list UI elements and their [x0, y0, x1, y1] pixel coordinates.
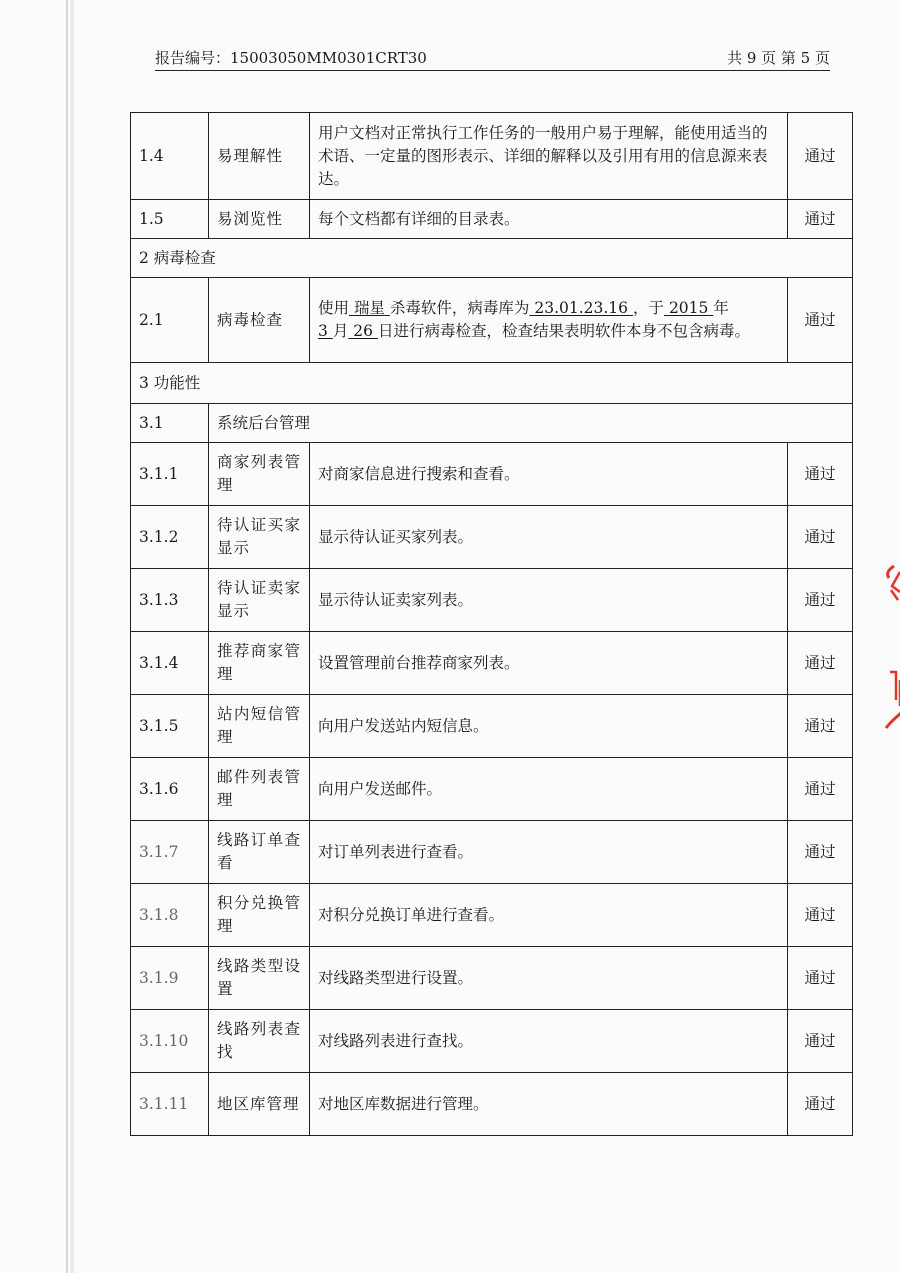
item-result: 通过 — [788, 632, 853, 695]
table-row — [131, 506, 853, 569]
item-name: 待认证买家显示 — [209, 506, 310, 569]
check-year: 2015 — [668, 299, 709, 317]
item-id: 1.4 — [131, 113, 209, 200]
table-row — [131, 443, 853, 506]
item-name: 积分兑换管理 — [209, 884, 310, 947]
item-name: 商家列表管理 — [209, 443, 310, 506]
item-id: 3.1.6 — [131, 758, 209, 821]
item-id: 3.1 — [131, 404, 209, 443]
item-name: 站内短信管理 — [209, 695, 310, 758]
section-row — [131, 239, 853, 278]
item-result: 通过 — [788, 506, 853, 569]
table-row — [131, 569, 853, 632]
item-name: 线路订单查看 — [209, 821, 310, 884]
item-result: 通过 — [788, 1010, 853, 1073]
item-id: 2.1 — [131, 278, 209, 363]
table-row — [131, 884, 853, 947]
item-id: 3.1.7 — [131, 821, 209, 884]
item-desc: 对线路类型进行设置。 — [310, 947, 788, 1010]
table-row — [131, 278, 853, 363]
item-id: 3.1.4 — [131, 632, 209, 695]
desc-text: 日进行病毒检查，检查结果表明软件本身不包含病毒。 — [377, 322, 750, 340]
item-result: 通过 — [788, 113, 853, 200]
desc-text: 年 — [713, 299, 729, 317]
section-title: 3 功能性 — [131, 363, 853, 404]
table-row — [131, 1010, 853, 1073]
item-name: 病毒检查 — [209, 278, 310, 363]
report-number: 报告编号：15003050MM0301CRT30 — [155, 49, 427, 67]
table-row — [131, 947, 853, 1010]
item-result: 通过 — [788, 695, 853, 758]
item-id: 3.1.5 — [131, 695, 209, 758]
item-desc: 对积分兑换订单进行查看。 — [310, 884, 788, 947]
item-desc: 显示待认证卖家列表。 — [310, 569, 788, 632]
item-result: 通过 — [788, 569, 853, 632]
item-id: 3.1.9 — [131, 947, 209, 1010]
item-desc: 对商家信息进行搜索和查看。 — [310, 443, 788, 506]
table-row — [131, 632, 853, 695]
item-id: 3.1.10 — [131, 1010, 209, 1073]
section-title: 2 病毒检查 — [131, 239, 853, 278]
table-row — [131, 821, 853, 884]
item-desc: 对订单列表进行查看。 — [310, 821, 788, 884]
test-results-table-wrapper — [130, 112, 853, 1136]
table-row — [131, 695, 853, 758]
table-row — [131, 758, 853, 821]
section-row — [131, 363, 853, 404]
item-result: 通过 — [788, 200, 853, 239]
item-desc: 向用户发送邮件。 — [310, 758, 788, 821]
item-desc: 向用户发送站内短信息。 — [310, 695, 788, 758]
desc-text: 使用 — [318, 299, 350, 317]
item-id: 3.1.3 — [131, 569, 209, 632]
check-day: 26 — [353, 322, 373, 340]
item-result: 通过 — [788, 821, 853, 884]
page-count: 共 9 页 第 5 页 — [727, 49, 830, 67]
antivirus-name: 瑞星 — [353, 299, 385, 317]
virus-db-version: 23.01.23.16 — [534, 299, 629, 317]
item-desc: 显示待认证买家列表。 — [310, 506, 788, 569]
item-name: 待认证卖家显示 — [209, 569, 310, 632]
item-result: 通过 — [788, 278, 853, 363]
item-desc: 对线路列表进行查找。 — [310, 1010, 788, 1073]
table-row — [131, 113, 853, 200]
desc-text: 月 — [332, 322, 349, 340]
item-name: 易理解性 — [209, 113, 310, 200]
test-results-table — [130, 112, 853, 1136]
item-desc — [310, 278, 788, 363]
item-desc: 设置管理前台推荐商家列表。 — [310, 632, 788, 695]
item-id: 3.1.8 — [131, 884, 209, 947]
item-result: 通过 — [788, 443, 853, 506]
item-id: 1.5 — [131, 200, 209, 239]
item-name: 推荐商家管理 — [209, 632, 310, 695]
item-desc: 用户文档对正常执行工作任务的一般用户易于理解，能使用适当的术语、一定量的图形表示、详细的解释以及引用有用的信息源来表达。 — [310, 113, 788, 200]
item-desc: 对地区库数据进行管理。 — [310, 1073, 788, 1136]
item-id: 3.1.1 — [131, 443, 209, 506]
subsection-row — [131, 404, 853, 443]
table-row — [131, 1073, 853, 1136]
item-result: 通过 — [788, 884, 853, 947]
desc-text: ，于 — [632, 299, 664, 317]
desc-text: 杀毒软件，病毒库为 — [389, 299, 530, 317]
item-result: 通过 — [788, 947, 853, 1010]
item-name: 线路类型设置 — [209, 947, 310, 1010]
item-id: 3.1.2 — [131, 506, 209, 569]
red-seal-fragment — [880, 560, 900, 740]
item-name: 易浏览性 — [209, 200, 310, 239]
item-name: 线路列表查找 — [209, 1010, 310, 1073]
item-name: 地区库管理 — [209, 1073, 310, 1136]
subsection-title: 系统后台管理 — [209, 404, 853, 443]
table-row — [131, 200, 853, 239]
item-result: 通过 — [788, 758, 853, 821]
page-header — [155, 48, 830, 71]
item-desc: 每个文档都有详细的目录表。 — [310, 200, 788, 239]
item-result: 通过 — [788, 1073, 853, 1136]
item-id: 3.1.11 — [131, 1073, 209, 1136]
item-name: 邮件列表管理 — [209, 758, 310, 821]
check-month: 3 — [318, 322, 328, 340]
